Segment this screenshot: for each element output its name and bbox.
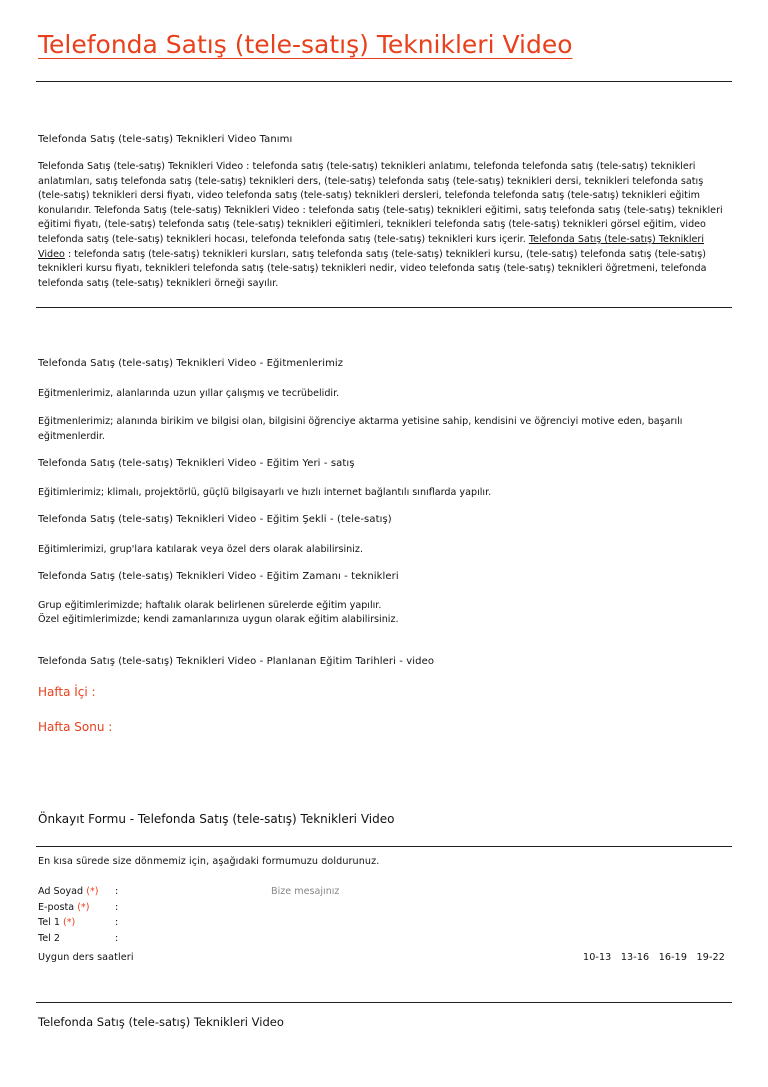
hours-label: Uygun ders saatleri xyxy=(38,952,134,963)
form-intro: En kısa sürede size dönmemiz için, aşağıdaki formumuzu doldurunuz. xyxy=(38,856,380,867)
location-text: Eğitimlerimiz; klimalı, projektörlü, güçlü bilgisayarlı ve hızlı internet bağlantılı sınıflarda yapılır. xyxy=(38,487,492,498)
email-field-label: E-posta (*) xyxy=(38,901,90,913)
email-field-input[interactable]: : xyxy=(115,901,119,913)
time-slot-option[interactable]: 10-13 xyxy=(583,952,612,963)
page-title: Telefonda Satış (tele-satış) Teknikleri Video xyxy=(38,30,573,59)
message-textarea[interactable]: Bize mesajınız xyxy=(271,886,340,897)
time-slots xyxy=(583,952,725,963)
schedule-heading: Telefonda Satış (tele-satış) Teknikleri Video - Planlanan Eğitim Tarihleri - video xyxy=(38,656,435,667)
tel1-field-label: Tel 1 (*) xyxy=(38,917,76,928)
form-title: Önkayıt Formu - Telefonda Satış (tele-satış) Teknikleri Video xyxy=(38,812,395,826)
divider xyxy=(36,1002,732,1003)
divider xyxy=(36,846,732,847)
format-heading: Telefonda Satış (tele-satış) Teknikleri Video - Eğitim Şekli - (tele-satış) xyxy=(38,514,392,525)
form-labels xyxy=(38,884,99,946)
required-mark: (*) xyxy=(77,901,90,913)
time-slot-option[interactable]: 19-22 xyxy=(696,952,725,963)
divider xyxy=(36,81,732,82)
instructors-p2: Eğitmenlerimiz; alanında birikim ve bilgisi olan, bilgisini öğrenciye aktarma yetisine sahip, kendisini ve öğrenciyi motive eden, başarılı eğitmenlerdir. xyxy=(38,416,683,442)
divider xyxy=(36,307,732,308)
definition-heading: Telefonda Satış (tele-satış) Teknikleri Video Tanımı xyxy=(38,134,293,145)
timing-heading: Telefonda Satış (tele-satış) Teknikleri Video - Eğitim Zamanı - teknikleri xyxy=(38,571,399,582)
weekday-label: Hafta İçi : xyxy=(38,685,96,699)
location-heading: Telefonda Satış (tele-satış) Teknikleri Video - Eğitim Yeri - satış xyxy=(38,458,355,469)
format-text: Eğitimlerimizi, grup'lara katılarak veya özel ders olarak alabilirsiniz. xyxy=(38,544,363,555)
tel2-field-input[interactable]: : xyxy=(115,932,119,944)
tel1-field-input[interactable]: : xyxy=(115,917,119,928)
required-mark: (*) xyxy=(86,886,99,897)
time-slot-option[interactable]: 13-16 xyxy=(620,952,650,963)
instructors-heading: Telefonda Satış (tele-satış) Teknikleri Video - Eğitmenlerimiz xyxy=(38,358,344,369)
timing-line1: Grup eğitimlerimizde; haftalık olarak belirlenen sürelerde eğitim yapılır. xyxy=(38,600,382,611)
definition-text-end: : telefonda satış (tele-satış) teknikleri kursları, satış telefonda satış (tele-satış) teknikleri kursu, (tele-satış) telefonda satış (tele-satış) teknikleri kursu fiyatı, teknikleri telefonda satış (tele-satış) teknikleri nedir, video telefonda satış (tele-satış) teknikleri öğretmeni, telefonda telefonda satış (tele-satış) teknikleri örneği sayılır. xyxy=(38,248,707,289)
tel2-field-label: Tel 2 xyxy=(38,932,60,944)
name-field-label: Ad Soyad (*) xyxy=(38,886,99,897)
footer-text: Telefonda Satış (tele-satış) Teknikleri Video xyxy=(38,1015,284,1029)
definition-link[interactable]: Telefonda Satış (tele-satış) Teknikleri Video xyxy=(38,233,704,260)
required-mark: (*) xyxy=(63,917,76,928)
definition-text: Telefonda Satış (tele-satış) Teknikleri Video : telefonda satış (tele-satış) teknikleri anlatımı, telefonda telefonda satış (tele-satış) teknikleri anlatımları, satış telefonda satış (tele-satış) teknikleri ders, (tele-satış) telefonda satış (tele-satış) teknikleri dersi, teknikleri telefonda satış (tele-satış) teknikleri dersi fiyatı, video telefonda satış (tele-satış) teknikleri dersleri, telefonda telefonda satış (tele-satış) teknikleri eğitim konularıdır. Telefonda Satış (tele-satış) Teknikleri Video : telefonda satış (tele-satış) teknikleri eğitimi, satış telefonda satış (tele-satış) teknikleri eğitimi fiyatı, (tele-satış) telefonda satış (tele-satış) teknikleri eğitimleri, teknikleri telefonda satış (tele-satış) teknikleri görsel eğitim, video telefonda satış (tele-satış) teknikleri hocası, telefonda telefonda satış (tele-satış) teknikleri kurs içerir. xyxy=(38,161,723,245)
instructors-p1: Eğitmenlerimiz, alanlarında uzun yıllar çalışmış ve tecrübelidir. xyxy=(38,388,340,399)
definition-paragraph xyxy=(38,160,728,291)
timing-line2: Özel eğitimlerimizde; kendi zamanlarınıza uygun olarak eğitim alabilirsiniz. xyxy=(38,614,399,625)
form-colons xyxy=(115,884,118,946)
time-slot-option[interactable]: 16-19 xyxy=(658,952,688,963)
weekend-label: Hafta Sonu : xyxy=(38,720,113,734)
name-field-input[interactable]: : xyxy=(115,886,119,897)
